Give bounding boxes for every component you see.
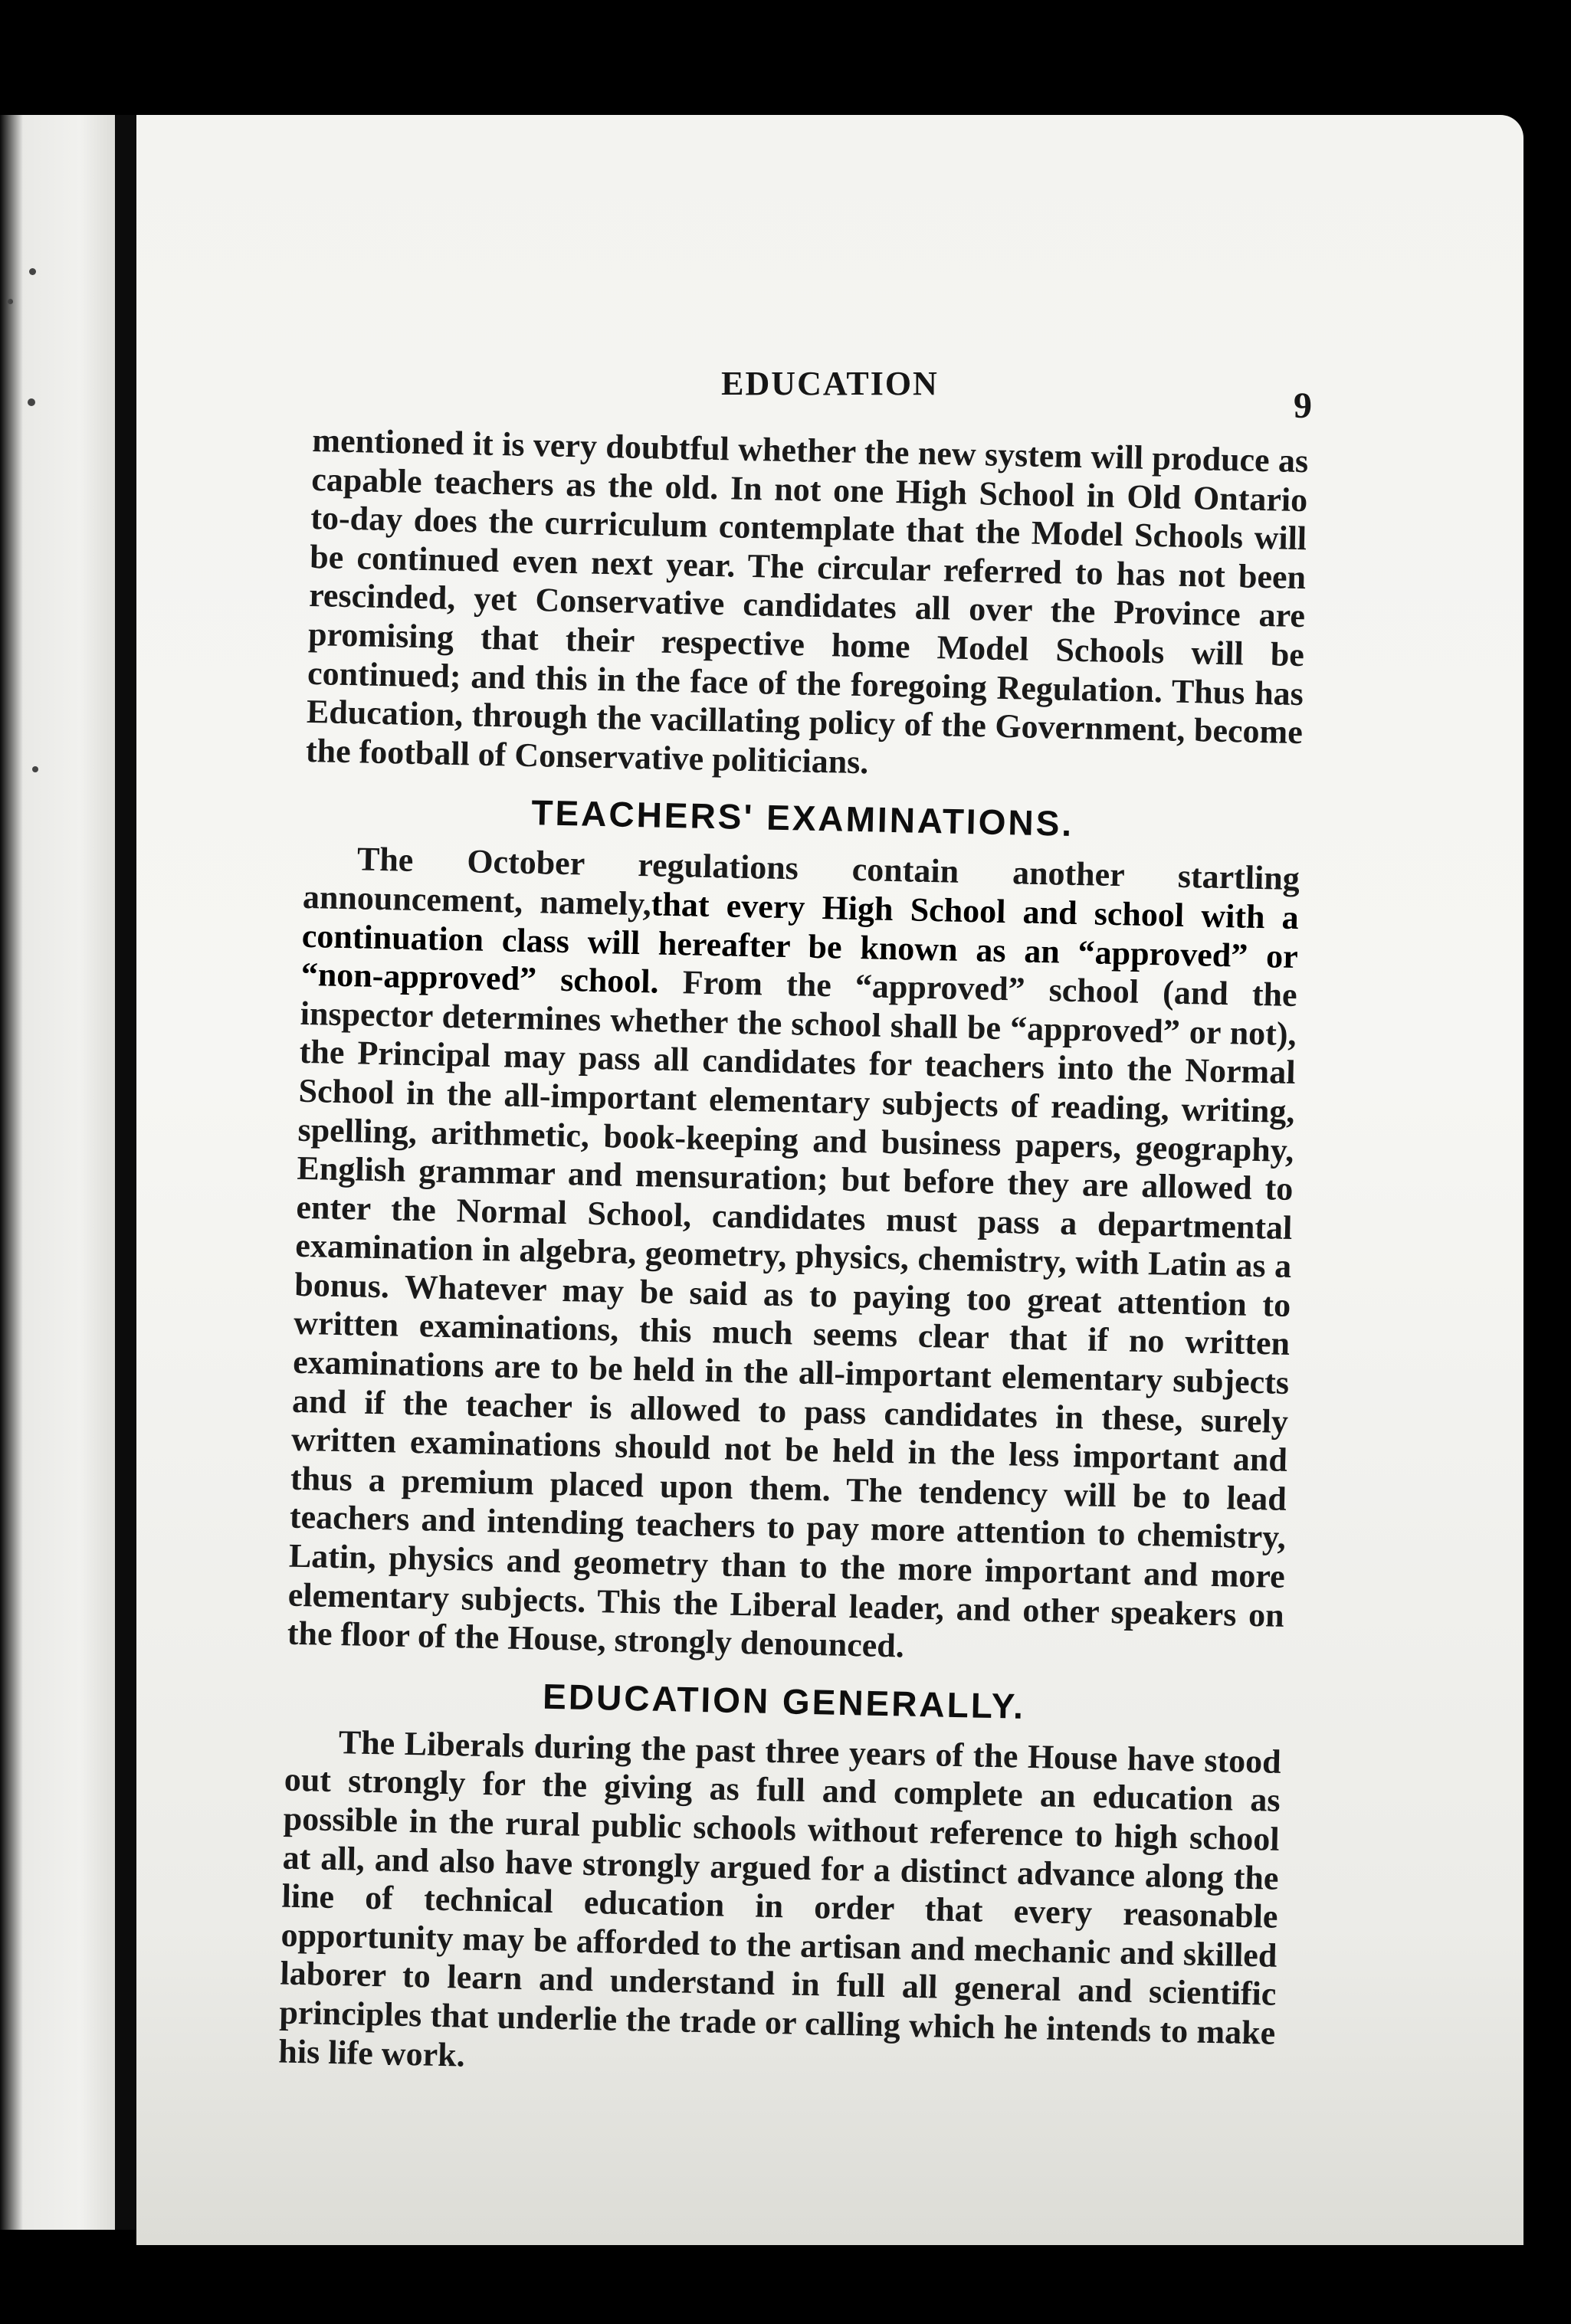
emphasized-passage: that every High School and school with a continuation class will hereafter be known as an “approved” or “non-approved” school. [300, 885, 1300, 1001]
book-page [136, 115, 1523, 2245]
paragraph-body: From the “approved” school (and the inspector determines whether the school shall be “approved” or not), the Principal may pass all candidates for teachers into the Normal School in the all-important elementary subjects of reading, writing, spelling, arithmetic, book-keeping and business papers, geography, English grammar and mensuration; but before they are allowed to enter the Normal School, candidates must pass a departmental examination in algebra, geometry, physics, chemistry, with Latin as a bonus. Whatever may be said as to paying too great attention to written examinations, this much seems clear that if no written examinations are to be held in the all-important elementary subjects and if the teacher is allowed to pass candidates in these, surely written examinations should not be held in the less important and thus a premium placed upon them. The tendency will be to lead teachers and intending teachers to pay more attention to chemistry, Latin, physics and geometry than to the more important and more elementary subjects. This the Liberal leader, and other speakers on the floor of the House, strongly denounced. [287, 962, 1298, 1665]
running-head: EDUCATION [721, 365, 939, 402]
page-number: 9 [1294, 385, 1312, 426]
continued-paragraph: mentioned it is very doubtful whether the new system will produce as capable teachers as the old. In not one High School in Old Ontario to-day does the curriculum contemplate that the Model Schools will be continued even next year. The circular referred to has not been rescinded, yet Conservative candidates all over the Province are promising that their respective home Model Schools will be continued; and this in the face of the foregoing Regulation. Thus has Education, through the vacillating policy of the Government, become the football of Conservative politicians. [305, 421, 1309, 782]
book-spine [115, 115, 136, 2230]
paragraph-intro: The October regulations contain another startling announcement, namely, [302, 840, 1300, 923]
teachers-examinations-paragraph [287, 839, 1300, 1673]
education-generally-paragraph: The Liberals during the past three years of the House have stood out strongly for the giving as full and complete an education as possible in the rural public schools without reference to high school at all, and also have strongly argued for a distinct advance along the line of technical education in order that every reasonable opportunity may be afforded to the artisan and mechanic and skilled laborer to learn and understand in full all general and scientific principles that underlie the trade or calling which he intends to make his life work. [277, 1723, 1282, 2074]
page-speck [8, 299, 13, 304]
facing-page-edge [0, 115, 115, 2230]
section-heading-teachers-examinations: TEACHERS' EXAMINATIONS. [530, 792, 1074, 844]
page-speck [32, 766, 38, 772]
page-speck [29, 268, 36, 275]
section-heading-education-generally: EDUCATION GENERALLY. [542, 1676, 1026, 1726]
page-body [278, 421, 1309, 2092]
page-speck [28, 398, 35, 406]
